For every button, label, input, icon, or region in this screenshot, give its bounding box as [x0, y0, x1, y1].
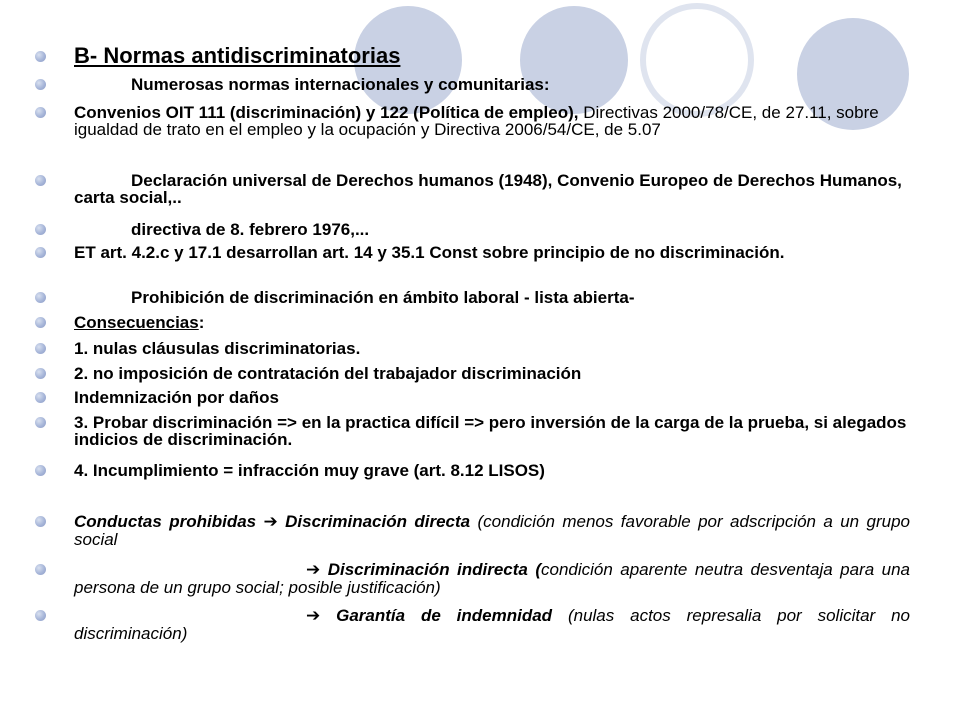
bullet-icon [35, 392, 46, 403]
slide-title: B- Normas antidiscriminatorias [74, 45, 910, 67]
bullet-icon [35, 175, 46, 186]
bullet-icon [35, 368, 46, 379]
arrow-right-icon: ➔ [263, 512, 278, 532]
list-item: 1. nulas cláusulas discriminatorias. [74, 340, 910, 357]
bullet-icon [35, 79, 46, 90]
list-item: ➔ Garantía de indemnidad (nulas actos represalia por solicitar no discriminación) [74, 607, 910, 642]
list-item: ET art. 4.2.c y 17.1 desarrollan art. 14 y 35.1 Const sobre principio de no discriminación. [74, 244, 910, 261]
list-item: Numerosas normas internacionales y comunitarias: [74, 76, 910, 93]
bullet-icon [35, 247, 46, 258]
list-item: Indemnización por daños [74, 389, 910, 406]
bullet-icon [35, 292, 46, 303]
list-item: directiva de 8. febrero 1976,... [74, 221, 910, 238]
list-item: Consecuencias: [74, 314, 910, 331]
bullet-icon [35, 107, 46, 118]
bullet-icon [35, 224, 46, 235]
arrow-right-icon: ➔ [306, 560, 321, 580]
list-item: Prohibición de discriminación en ámbito laboral - lista abierta- [74, 289, 910, 306]
list-item: Convenios OIT 111 (discriminación) y 122 (Política de empleo), Directivas 2000/78/CE, de 27.11, sobre igualdad de trato en el empleo y la ocupación y Directiva 2006/54/CE, de 5.07 [74, 104, 910, 138]
list-item: Declaración universal de Derechos humanos (1948), Convenio Europeo de Derechos Humanos, carta social,.. [74, 172, 910, 206]
arrow-right-icon: ➔ [306, 606, 321, 626]
list-item: Conductas prohibidas ➔ Discriminación directa (condición menos favorable por adscripción a un grupo social [74, 513, 910, 548]
bullet-icon [35, 564, 46, 575]
bullet-icon [35, 343, 46, 354]
bullet-icon [35, 417, 46, 428]
list-item: 3. Probar discriminación => en la practica difícil => pero inversión de la carga de la prueba, si alegados indicios de discriminación. [74, 414, 910, 448]
bullet-icon [35, 516, 46, 527]
list-item: 4. Incumplimiento = infracción muy grave (art. 8.12 LISOS) [74, 462, 910, 479]
list-item: ➔ Discriminación indirecta (condición aparente neutra desventaja para una persona de un grupo social; posible justificación) [74, 561, 910, 596]
bullet-icon [35, 51, 46, 62]
list-item: 2. no imposición de contratación del trabajador discriminación [74, 365, 910, 382]
bullet-icon [35, 317, 46, 328]
bullet-icon [35, 465, 46, 476]
bullet-icon [35, 610, 46, 621]
